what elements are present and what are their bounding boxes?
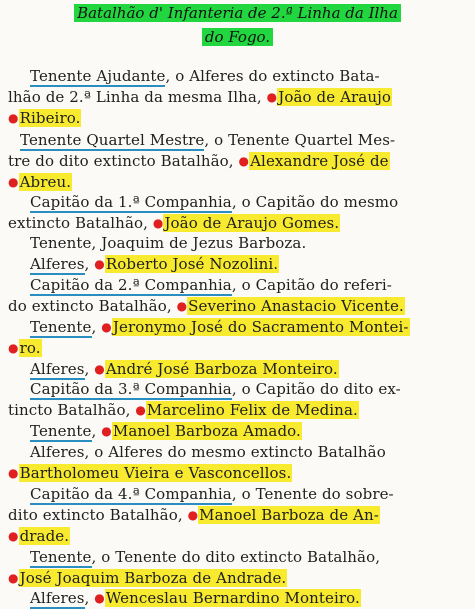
text-line [30,421,302,442]
role-title: Capitão da 4.ª Companhia [30,485,232,503]
person-name: André José Barboza Monteiro. [105,360,338,378]
text-line [8,400,359,421]
text-line [30,233,306,253]
marker-dot-icon: ● [135,403,146,417]
text-line [30,379,401,399]
person-name: Bartholomeu Vieira e Vasconcellos. [19,464,292,482]
text-line [8,108,81,129]
marker-dot-icon: ● [152,216,164,230]
plain-text: , [91,318,102,336]
person-name: Roberto José Nozolini. [105,255,279,273]
person-name: drade. [19,527,70,545]
text-line [8,172,72,193]
plain-text: , [84,360,95,378]
marker-dot-icon: ● [94,591,105,605]
person-name: Severino Anastacio Vicente. [188,297,404,315]
role-title: Tenente [30,318,92,336]
person-name: Wenceslau Bernardino Monteiro. [105,589,360,607]
marker-dot-icon: ● [266,90,278,104]
text-line [30,317,410,338]
text-line [8,87,392,108]
plain-text: extincto Batalhão, [8,214,153,232]
section-title-line-2 [0,28,475,47]
marker-dot-icon: ● [176,299,188,313]
person-name: Alexandre José de [250,152,389,170]
role-title: Tenente [30,548,92,566]
title-highlight: do Fogo. [202,28,273,46]
text-line [8,526,70,547]
plain-text: , o Alferes do extincto Bata- [165,67,380,85]
marker-dot-icon: ● [8,466,19,480]
text-line [30,484,394,504]
person-name: Manoel Barboza Amado. [112,422,301,440]
text-line [8,213,340,234]
marker-dot-icon: ● [187,508,199,522]
plain-text: tre do dito extincto Batalhão, [8,152,239,170]
role-title: Tenente Ajudante [30,67,166,85]
text-line [8,338,42,359]
marker-dot-icon: ● [8,175,19,189]
plain-text: , o Capitão do mesmo [231,193,399,211]
person-name: Ribeiro. [19,109,81,127]
role-title: Alferes [30,255,85,273]
text-line [8,296,405,317]
person-name: ro. [19,339,41,357]
text-line [8,505,380,526]
text-line [20,130,395,150]
text-line [30,442,386,462]
text-line [30,192,398,212]
person-name: Jeronymo José do Sacramento Montei- [112,318,409,336]
text-line [30,588,361,609]
text-line [30,275,392,295]
plain-text: tincto Batalhão, [8,401,136,419]
plain-text: , [91,422,102,440]
plain-text: , o Capitão do dito ex- [231,380,401,398]
text-line [30,66,380,86]
text-line [8,463,292,484]
text-line [30,254,279,275]
plain-text: , o Tenente do sobre- [231,485,394,503]
text-line [8,568,287,589]
text-line [30,547,380,567]
role-title: Capitão da 2.ª Companhia [30,276,232,294]
person-name: João de Araujo Gomes. [164,214,340,232]
marker-dot-icon: ● [8,571,19,585]
marker-dot-icon: ● [101,424,112,438]
marker-dot-icon: ● [101,320,112,334]
marker-dot-icon: ● [94,257,105,271]
marker-dot-icon: ● [8,341,19,355]
marker-dot-icon: ● [238,154,250,168]
plain-text: lhão de 2.ª Linha da mesma Ilha, [8,88,267,106]
marker-dot-icon: ● [94,362,105,376]
plain-text: , o Tenente Quartel Mes- [204,131,396,149]
plain-text: , o Tenente do dito extincto Batalhão, [91,548,381,566]
person-name: Abreu. [19,173,72,191]
role-title: Alferes [30,360,85,378]
role-title: Capitão da 3.ª Companhia [30,380,232,398]
role-title: Tenente Quartel Mestre [20,131,205,149]
marker-dot-icon: ● [8,111,19,125]
text-line [8,151,390,172]
person-name: João de Araujo [278,88,391,106]
plain-text: Alferes, o Alferes do mesmo extincto Batalhão [30,443,386,461]
marker-dot-icon: ● [8,529,19,543]
plain-text: , [84,589,95,607]
text-line [30,359,339,380]
person-name: Manoel Barboza de An- [199,506,379,524]
role-title: Alferes [30,589,85,607]
plain-text: , o Capitão do referi- [231,276,392,294]
section-title-line-1 [0,4,475,23]
plain-text: dito extincto Batalhão, [8,506,188,524]
person-name: Marcelino Felix de Medina. [146,401,358,419]
plain-text: , [84,255,95,273]
plain-text: do extincto Batalhão, [8,297,177,315]
plain-text: Tenente, Joaquim de Jezus Barboza. [30,234,307,252]
role-title: Tenente [30,422,92,440]
title-highlight: Batalhão d' Infanteria de 2.ª Linha da Ilha [74,4,401,22]
role-title: Capitão da 1.ª Companhia [30,193,232,211]
person-name: José Joaquim Barboza de Andrade. [19,569,287,587]
